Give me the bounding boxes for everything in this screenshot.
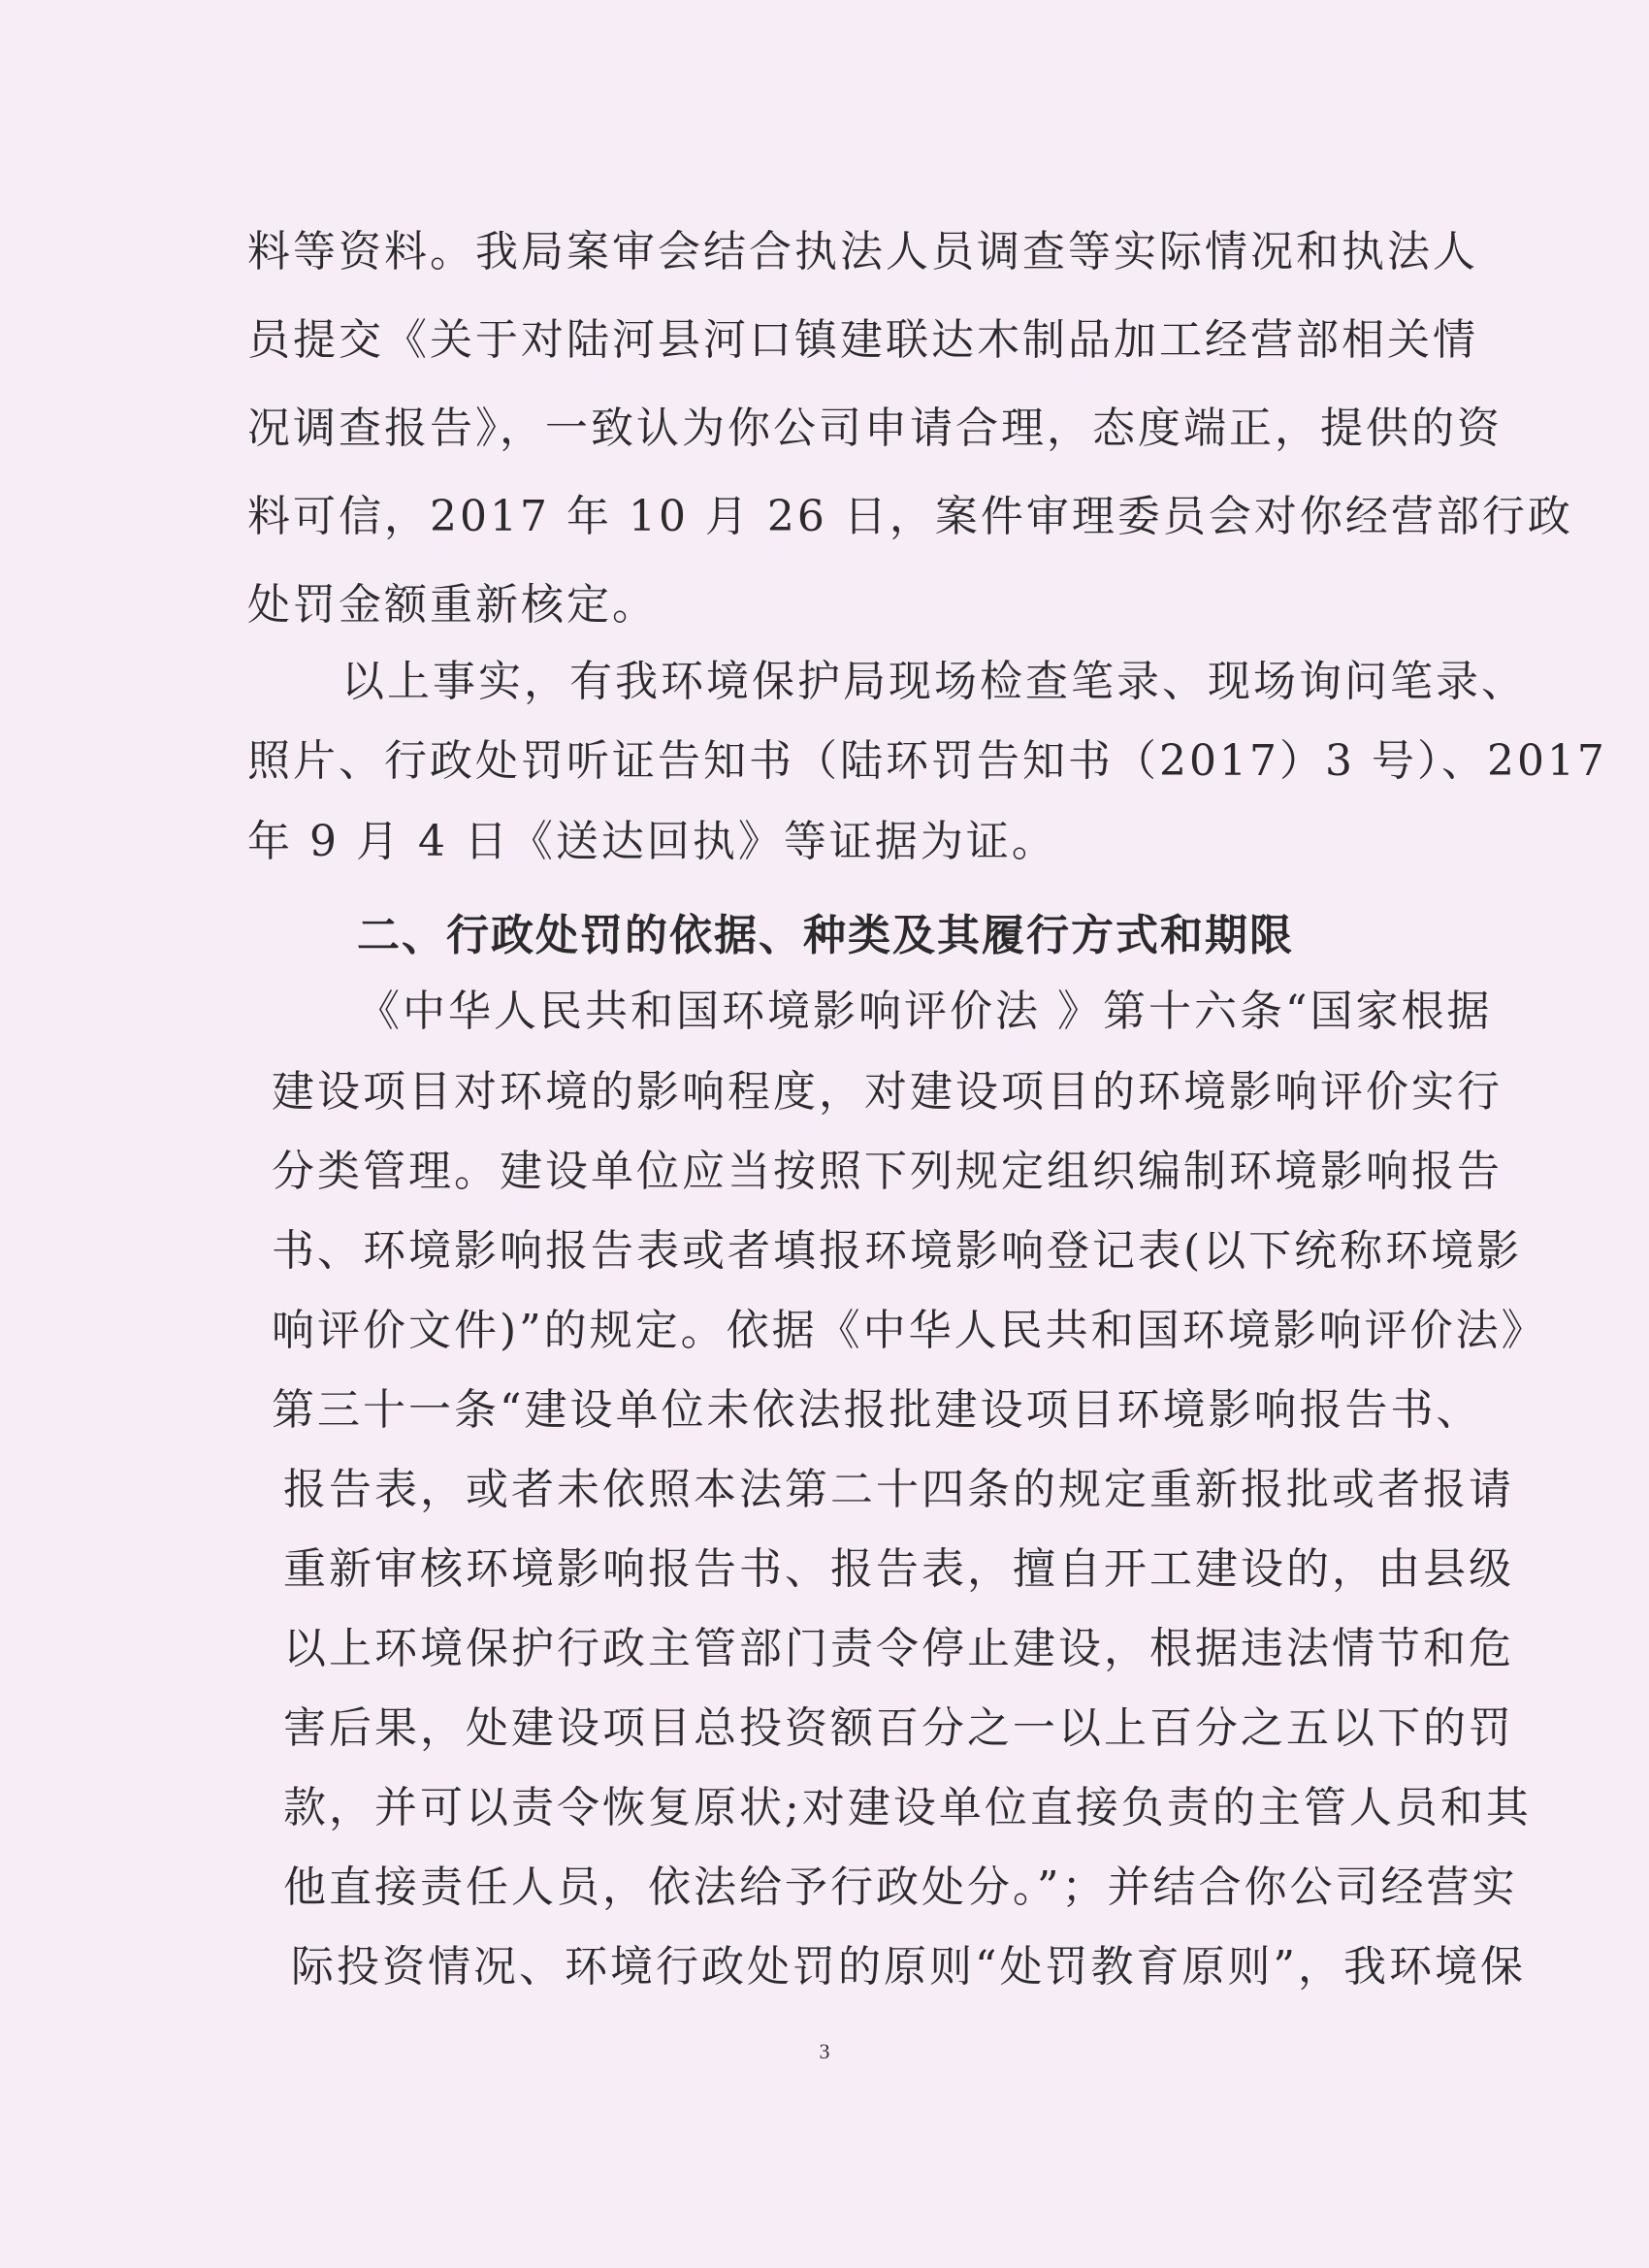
- body-line-17: 重新审核环境影响报告书、报告表，擅自开工建设的，由县级: [283, 1544, 1514, 1594]
- body-line-21: 他直接责任人员，依法给予行政处分。”；并结合你公司经营实: [283, 1863, 1518, 1912]
- body-line-2: 员提交《关于对陆河县河口镇建联达木制品加工经营部相关情: [247, 315, 1478, 365]
- body-line-13: 书、环境影响报告表或者填报环境影响登记表(以下统称环境影: [272, 1226, 1523, 1276]
- body-line-5: 处罚金额重新核定。: [247, 580, 658, 630]
- body-line-3: 况调查报告》，一致认为你公司申请合理，态度端正，提供的资: [247, 404, 1503, 453]
- body-line-4: 料可信，2017 年 10 月 26 日，案件审理委员会对你经营部行政: [247, 492, 1573, 541]
- body-line-19: 害后果，处建设项目总投资额百分之一以上百分之五以下的罚: [283, 1703, 1514, 1753]
- body-line-16: 报告表，或者未依照本法第二十四条的规定重新报批或者报请: [283, 1465, 1514, 1514]
- page-number: 3: [819, 2039, 830, 2063]
- body-line-10: 《中华人民共和国环境影响评价法 》第十六条“国家根据: [357, 987, 1493, 1036]
- body-line-12: 分类管理。建设单位应当按照下列规定组织编制环境影响报告: [272, 1147, 1503, 1196]
- body-line-11: 建设项目对环境的影响程度，对建设项目的环境影响评价实行: [272, 1067, 1503, 1117]
- body-line-8: 年 9 月 4 日《送达回执》等证据为证。: [247, 817, 1057, 866]
- body-line-20: 款，并可以责令恢复原状;对建设单位直接负责的主管人员和其: [283, 1783, 1532, 1832]
- body-line-6: 以上事实，有我环境保护局现场检查笔录、现场询问笔录、: [341, 657, 1527, 706]
- section-heading: 二、行政处罚的依据、种类及其履行方式和期限: [357, 911, 1294, 960]
- body-line-15: 第三十一条“建设单位未依法报批建设项目环境影响报告书、: [272, 1385, 1482, 1435]
- body-line-7: 照片、行政处罚听证告知书（陆环罚告知书（2017）3 号）、2017: [247, 736, 1607, 786]
- body-line-18: 以上环境保护行政主管部门责令停止建设，根据违法情节和危: [283, 1624, 1514, 1673]
- body-line-1: 料等资料。我局案审会结合执法人员调查等实际情况和执法人: [247, 227, 1478, 276]
- body-line-22: 际投资情况、环境行政处罚的原则“处罚教育原则”，我环境保: [291, 1942, 1526, 1992]
- body-line-14: 响评价文件)”的规定。依据《中华人民共和国环境影响评价法》: [272, 1306, 1547, 1355]
